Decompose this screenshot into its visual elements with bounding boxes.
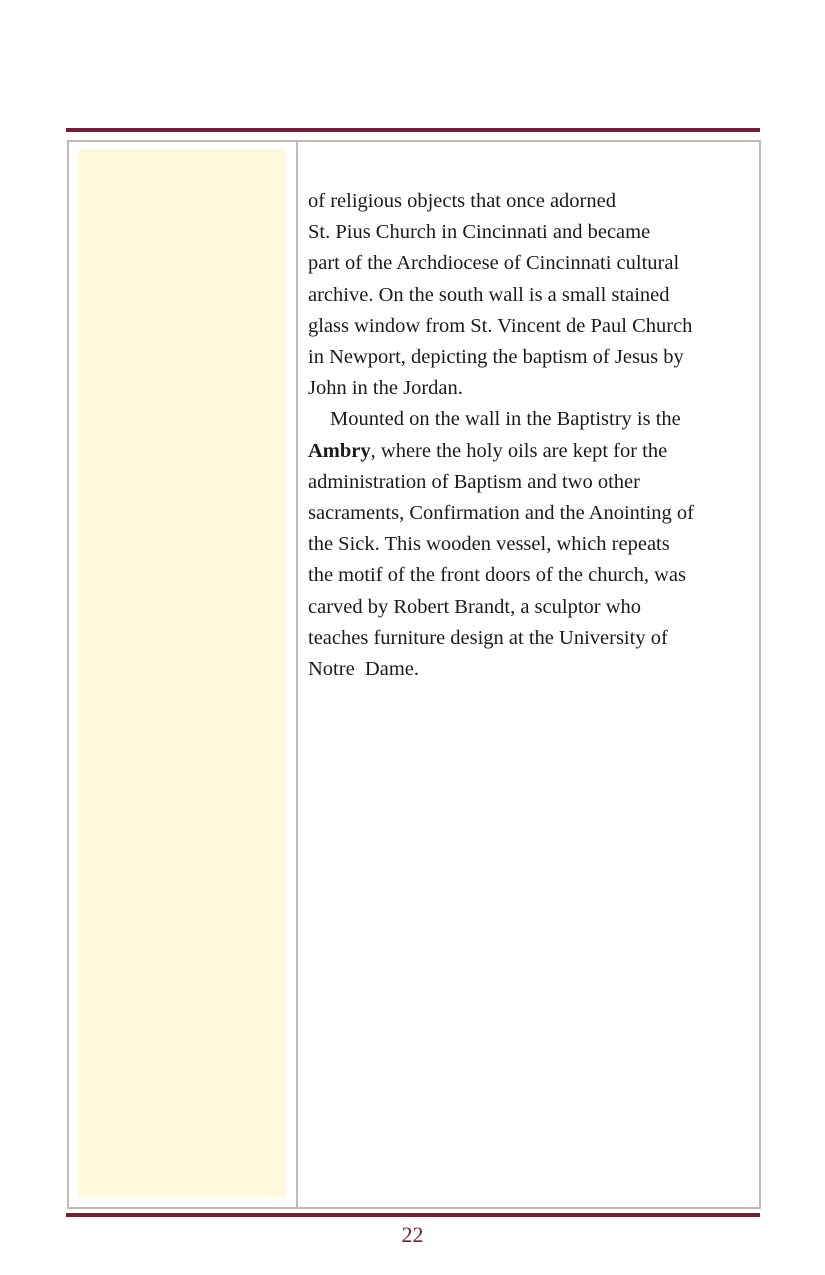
body-line: of religious objects that once adorned bbox=[308, 190, 616, 212]
page-number: 22 bbox=[401, 1222, 424, 1247]
sidebar-panel bbox=[78, 149, 286, 1197]
body-text bbox=[308, 186, 748, 685]
body-line: sacraments, Confirmation and the Anointing of bbox=[308, 502, 695, 525]
body-line: Mounted on the wall in the Baptistry is the bbox=[330, 408, 681, 431]
ambry-term: Ambry bbox=[308, 439, 371, 462]
body-line: John in the Jordan. bbox=[308, 377, 463, 400]
body-line: the Sick. This wooden vessel, which repeats bbox=[308, 533, 670, 556]
body-line: teaches furniture design at the University of bbox=[308, 626, 668, 649]
body-line: Notre Dame. bbox=[308, 658, 419, 681]
body-line: in Newport, depicting the baptism of Jesus by bbox=[308, 346, 684, 369]
column-divider bbox=[296, 140, 298, 1209]
body-line bbox=[308, 436, 748, 467]
body-line: part of the Archdiocese of Cincinnati cultural bbox=[308, 252, 680, 275]
body-line-rest: , where the holy oils are kept for the bbox=[370, 439, 668, 462]
bottom-rule bbox=[66, 1213, 760, 1217]
body-line: archive. On the south wall is a small stained bbox=[308, 283, 670, 306]
body-line: St. Pius Church in Cincinnati and became bbox=[308, 221, 651, 244]
top-rule bbox=[66, 128, 760, 132]
body-line: administration of Baptism and two other bbox=[308, 470, 640, 493]
body-line: the motif of the front doors of the church, was bbox=[308, 564, 687, 587]
body-line: glass window from St. Vincent de Paul Church bbox=[308, 314, 693, 337]
body-line: carved by Robert Brandt, a sculptor who bbox=[308, 595, 642, 618]
